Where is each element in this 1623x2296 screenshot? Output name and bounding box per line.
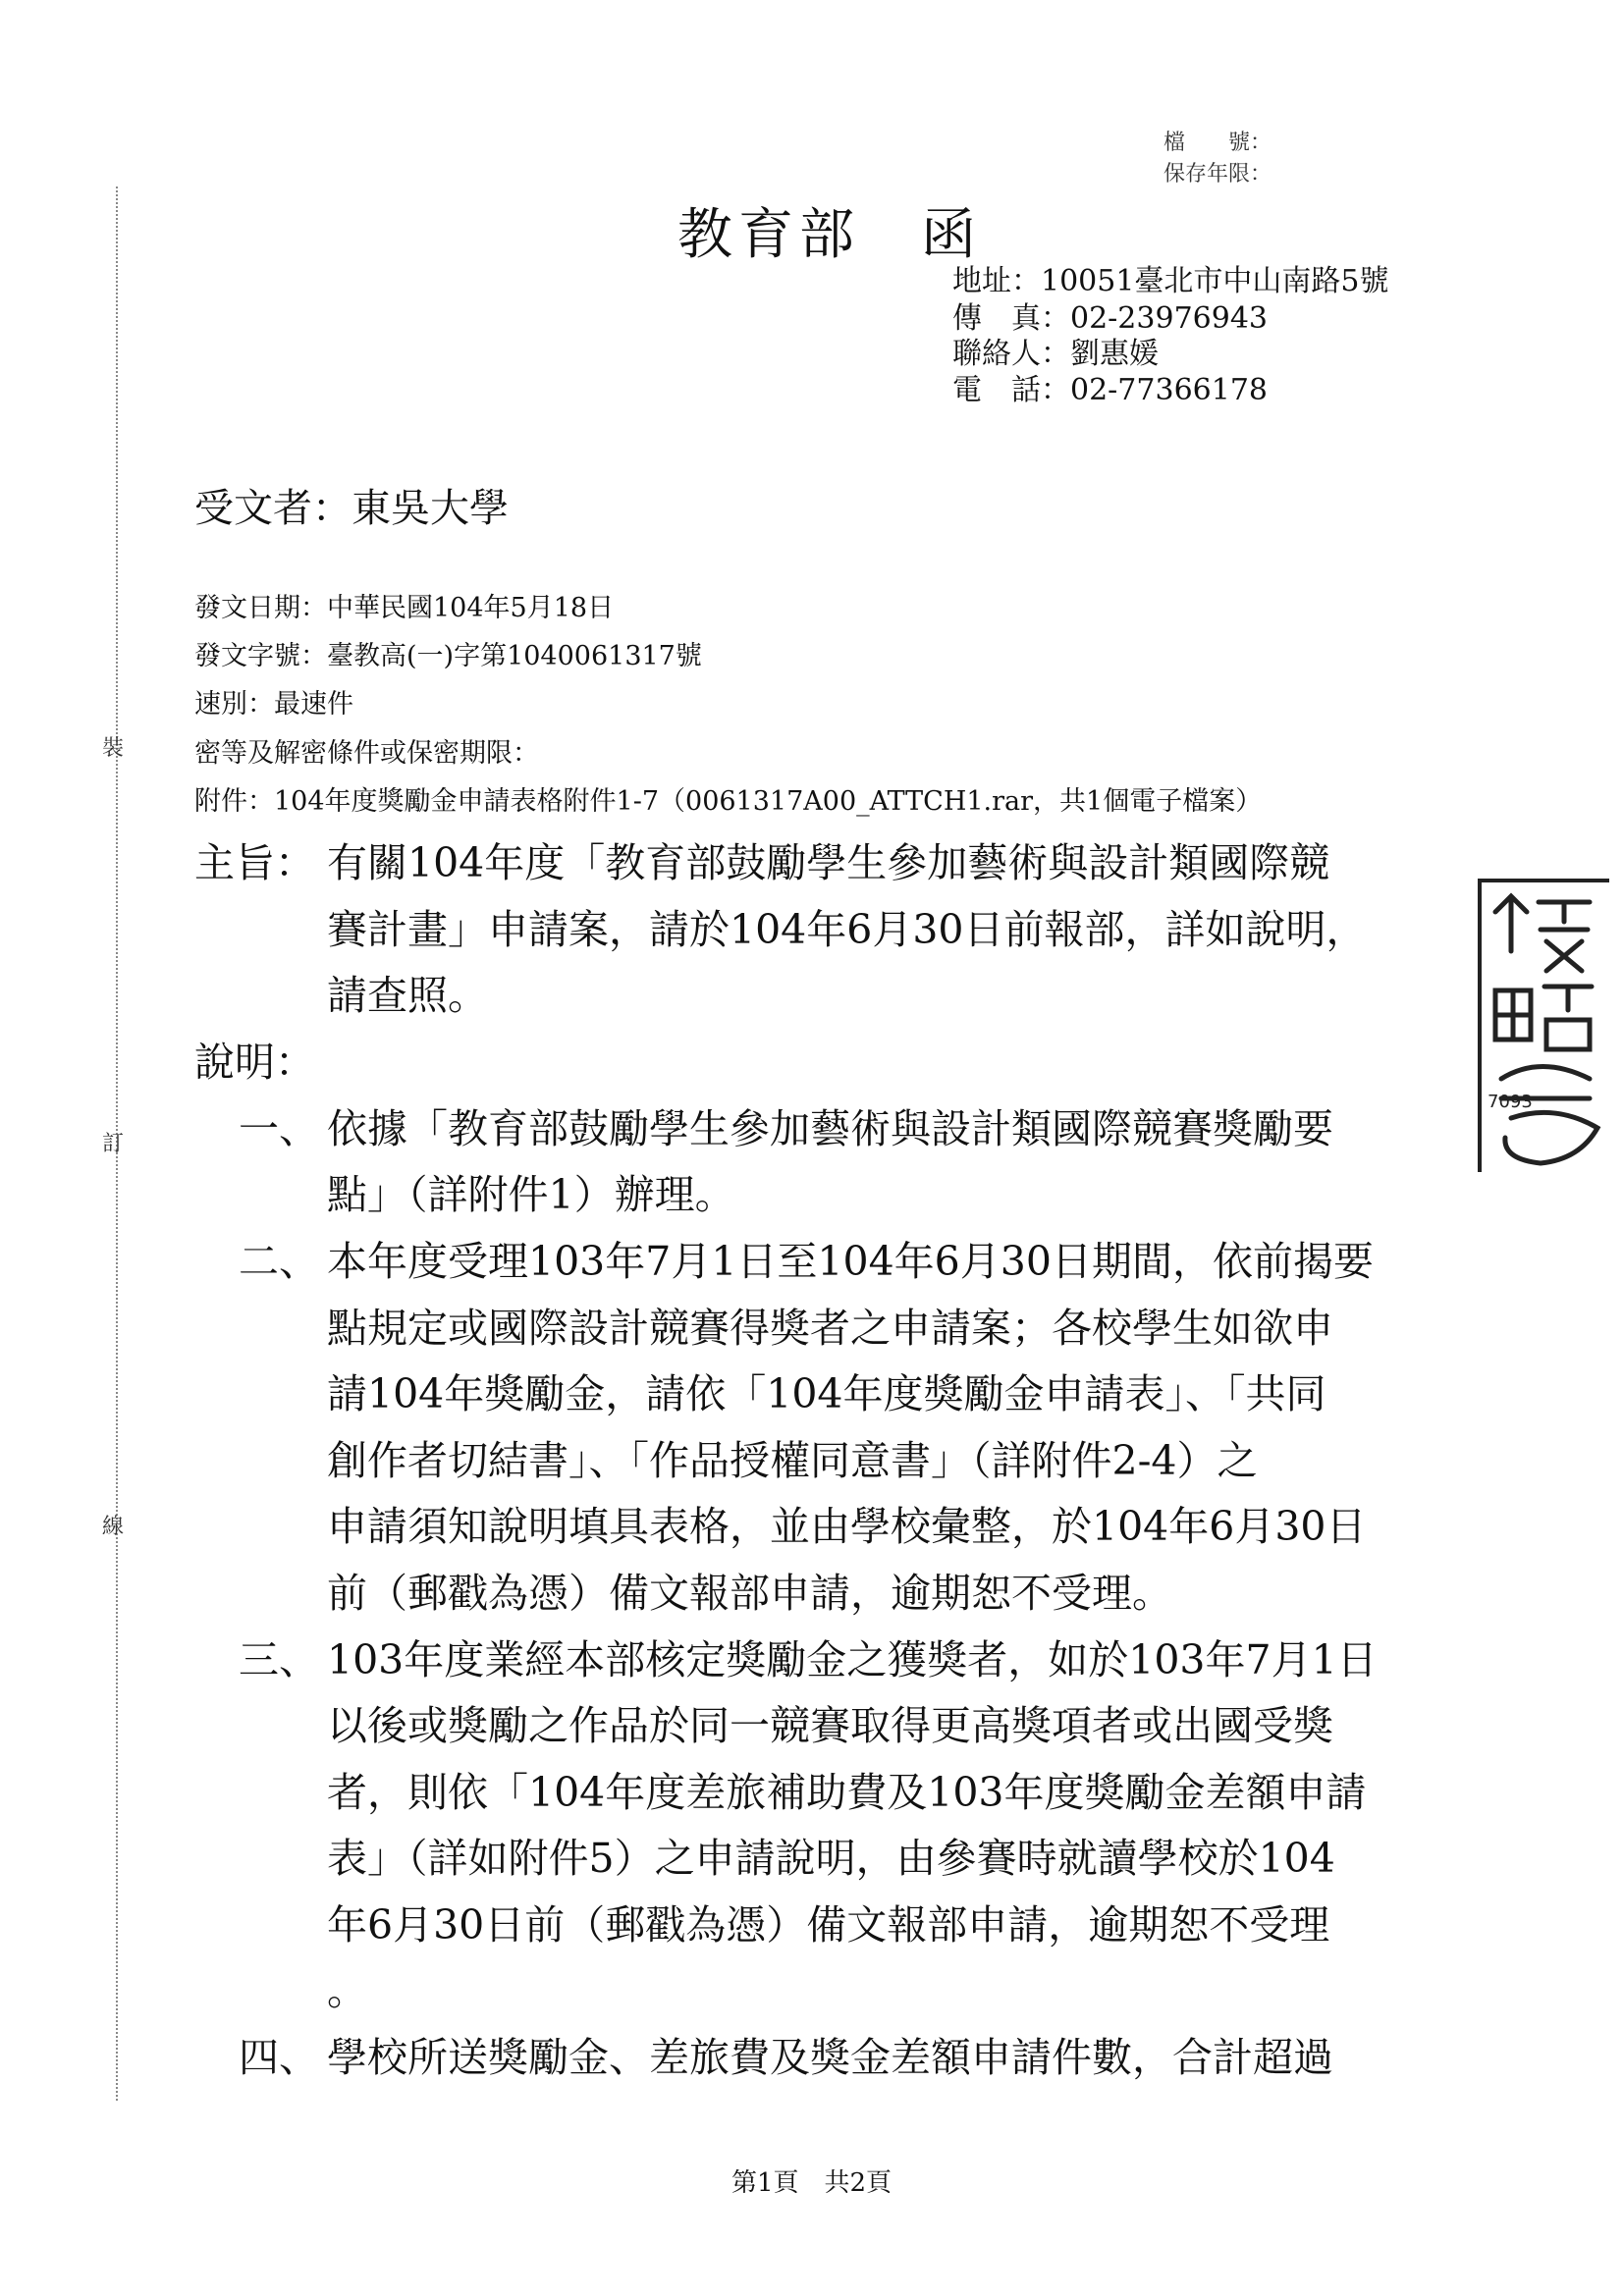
priority: 速別：最速件 xyxy=(194,689,353,720)
issue-date: 發文日期：中華民國104年5月18日 xyxy=(194,593,615,623)
item-line: 請104年獎勵金，請依「104年度獎勵金申請表」、「共同 xyxy=(327,1370,1326,1417)
attachment-info: 附件：104年度獎勵金申請表格附件1-7（0061317A00_ATTCH1.rar，共1個電子檔案） xyxy=(194,786,1263,817)
item-line: 103年度業經本部核定獎勵金之獲獎者，如於103年7月1日 xyxy=(327,1636,1378,1683)
retention-label: 保存年限： xyxy=(1163,162,1272,187)
subject-line: 請查照。 xyxy=(327,972,488,1019)
subject-line: 賽計畫」申請案，請於104年6月30日前報部，詳如說明， xyxy=(327,906,1367,953)
secrecy-level: 密等及解密條件或保密期限： xyxy=(194,738,539,769)
item-line: 點」（詳附件1）辦理。 xyxy=(327,1171,735,1218)
item-line: 。 xyxy=(327,1967,367,2014)
margin-label-ding: 訂 xyxy=(102,1132,125,1156)
received-stamp xyxy=(1478,879,1609,1172)
margin-label-zhuang: 裝 xyxy=(102,736,125,761)
item-line: 者，則依「104年度差旅補助費及103年度獎勵金差額申請 xyxy=(327,1769,1367,1816)
item-line: 點規定或國際設計競賽得獎者之申請案；各校學生如欲申 xyxy=(327,1305,1333,1352)
item-line: 本年度受理103年7月1日至104年6月30日期間，依前揭要 xyxy=(327,1238,1374,1285)
contact-address: 地址：10051臺北市中山南路5號 xyxy=(952,264,1389,298)
stamp-graphic xyxy=(1482,882,1609,1172)
contact-fax: 傳 真：02-23976943 xyxy=(952,301,1269,336)
item-line: 依據「教育部鼓勵學生參加藝術與設計類國際競賽獎勵要 xyxy=(327,1105,1333,1152)
document-number: 發文字號：臺教高(一)字第1040061317號 xyxy=(194,641,702,671)
item-line: 表」（詳如附件5）之申請說明，由參賽時就讀學校於104 xyxy=(327,1835,1335,1882)
item-number: 三、 xyxy=(239,1636,319,1683)
item-number: 四、 xyxy=(239,2034,319,2081)
subject-line: 有關104年度「教育部鼓勵學生參加藝術與設計類國際競 xyxy=(327,839,1330,886)
contact-phone: 電 話：02-77366178 xyxy=(952,373,1269,407)
item-line: 創作者切結書」、「作品授權同意書」（詳附件2-4）之 xyxy=(327,1437,1258,1484)
item-line: 前（郵戳為憑）備文報部申請，逾期恕不受理。 xyxy=(327,1570,1172,1617)
item-line: 學校所送獎勵金、差旅費及獎金差額申請件數，合計超過 xyxy=(327,2034,1333,2081)
margin-label-xian: 線 xyxy=(102,1515,125,1539)
explanation-label: 說明： xyxy=(194,1039,315,1086)
item-number: 二、 xyxy=(239,1238,319,1285)
item-line: 年6月30日前（郵戳為憑）備文報部申請，逾期恕不受理 xyxy=(327,1901,1330,1949)
subject-label: 主旨： xyxy=(194,839,315,886)
stamp-number: 7093 xyxy=(1488,1092,1533,1112)
document-title: 教育部 函 xyxy=(677,203,982,267)
item-line: 申請須知說明填具表格，並由學校彙整，於104年6月30日 xyxy=(327,1503,1367,1550)
page-number: 第1頁 共2頁 xyxy=(730,2168,893,2198)
recipient: 受文者：東吳大學 xyxy=(194,486,509,531)
item-line: 以後或獎勵之作品於同一競賽取得更高獎項者或出國受獎 xyxy=(327,1702,1333,1749)
contact-person: 聯絡人：劉惠媛 xyxy=(952,337,1159,371)
item-number: 一、 xyxy=(239,1105,319,1152)
file-number-label: 檔 號： xyxy=(1163,131,1272,155)
